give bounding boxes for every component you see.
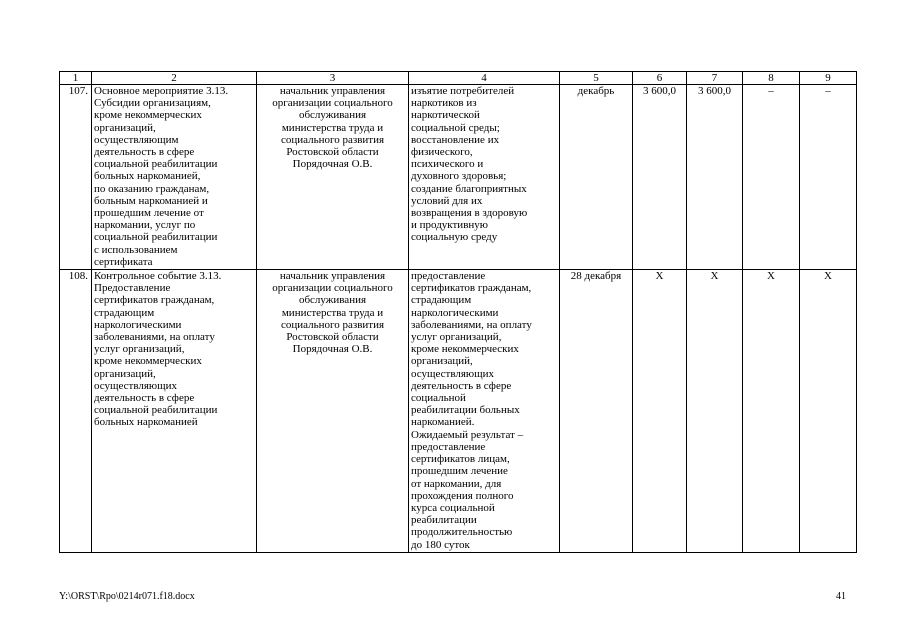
value-col-9: Х (800, 270, 857, 553)
value-col-9: – (800, 85, 857, 270)
responsible-person: начальник управления организации социального обслуживания министерства труда и социального развития Ростовской области Порядочная О.В. (257, 270, 409, 553)
column-header: 6 (633, 72, 687, 85)
value-col-8: Х (743, 270, 800, 553)
value-col-6: Х (633, 270, 687, 553)
column-header: 2 (92, 72, 257, 85)
row-number: 108. (60, 270, 92, 553)
expected-result: предоставление сертификатов гражданам, страдающим наркологическими заболеваниями, на оплату услуг организаций, кроме некоммерческих организаций, осуществляющих деятельность в сфере социальной реабилитации больных наркоманией. Ожидаемый результат – предоставление сертификатов лицам, прошедшим лечение от наркомании, для прохождения полного курса социальной реабилитации продолжительностью до 180 суток (409, 270, 560, 553)
value-col-8: – (743, 85, 800, 270)
column-header: 4 (409, 72, 560, 85)
deadline: декабрь (560, 85, 633, 270)
column-header: 5 (560, 72, 633, 85)
expected-result: изъятие потребителей наркотиков из наркотической социальной среды; восстановление их физического, психического и духовного здоровья; создание благоприятных условий для их возвращения в здоровую и продуктивную социальную среду (409, 85, 560, 270)
value-col-6: 3 600,0 (633, 85, 687, 270)
responsible-person: начальник управления организации социального обслуживания министерства труда и социального развития Ростовской области Порядочная О.В. (257, 85, 409, 270)
header-row (60, 72, 857, 85)
deadline: 28 декабря (560, 270, 633, 553)
column-header: 3 (257, 72, 409, 85)
column-header: 9 (800, 72, 857, 85)
plan-table (59, 71, 857, 553)
column-header: 7 (687, 72, 743, 85)
row-number: 107. (60, 85, 92, 270)
measure-name: Основное мероприятие 3.13. Субсидии организациям, кроме некоммерческих организаций, осуществляющим деятельность в сфере социальной реабилитации больных наркоманией, по оказанию гражданам, больным наркоманией и прошедшим лечение от наркомании, услуг по социальной реабилитации с использованием сертификата (92, 85, 257, 270)
value-col-7: Х (687, 270, 743, 553)
footer-page-number: 41 (836, 591, 846, 602)
table-row (60, 85, 857, 270)
value-col-7: 3 600,0 (687, 85, 743, 270)
table-row (60, 270, 857, 553)
column-header: 8 (743, 72, 800, 85)
measure-name: Контрольное событие 3.13. Предоставление сертификатов гражданам, страдающим наркологическими заболеваниями, на оплату услуг организаций, кроме некоммерческих организаций, осуществляющих деятельность в сфере социальной реабилитации больных наркоманией (92, 270, 257, 553)
column-header: 1 (60, 72, 92, 85)
footer-file-path: Y:\ORST\Rpo\0214r071.f18.docx (59, 591, 195, 602)
